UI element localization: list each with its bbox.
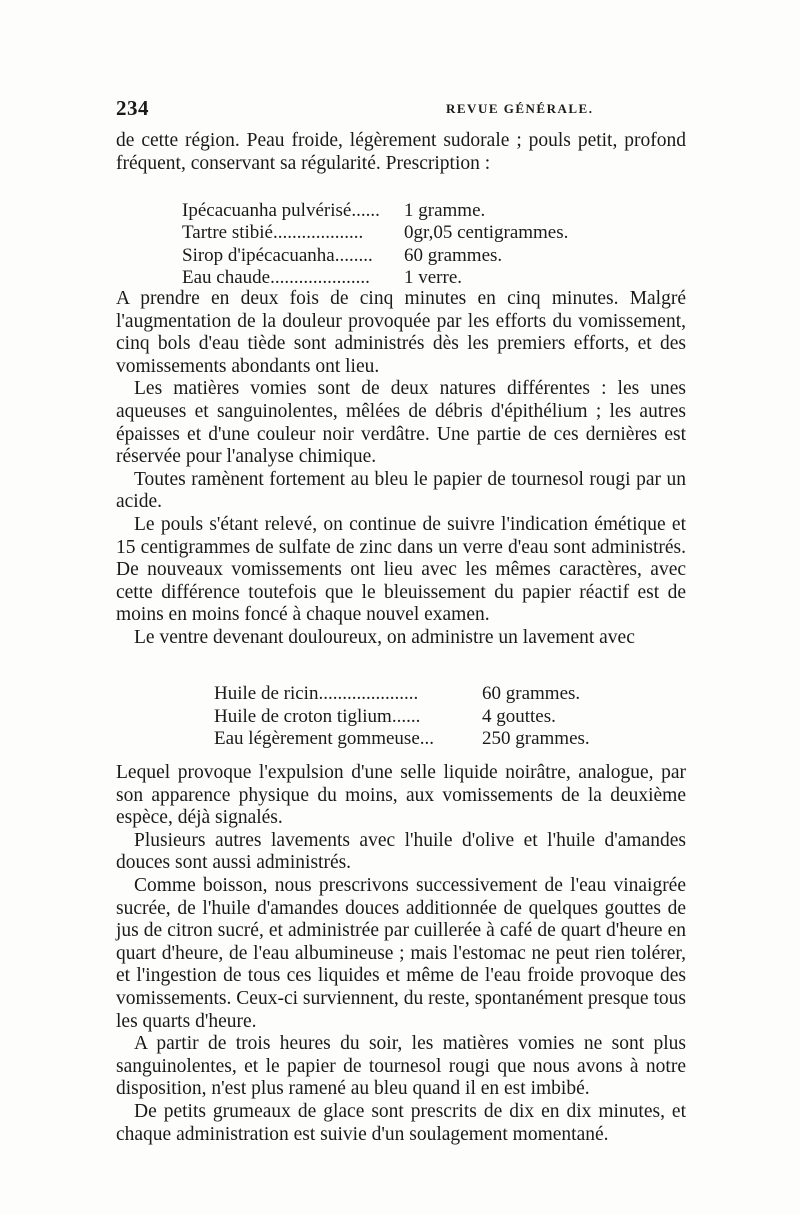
- enema-dose: 4 gouttes.: [482, 705, 556, 727]
- enema-item: Huile de croton tiglium......: [214, 705, 421, 727]
- enema-item: Huile de ricin.....................: [214, 683, 419, 704]
- paragraph: Toutes ramènent fortement au bleu le papier de tournesol rougi par un acide.: [116, 468, 686, 513]
- prescription-list: [182, 200, 644, 290]
- intro-paragraph-block: [116, 130, 686, 175]
- paragraph: Les matières vomies sont de deux natures différentes : les unes aqueuses et sanguinolentes, mêlées de débris d'épithélium ; les autres épaisses et d'une couleur noir verdâtre. Une partie de ces dernières est réservée pour l'analyse chimique.: [116, 378, 686, 468]
- prescription-item: Ipécacuanha pulvérisé......: [182, 200, 380, 221]
- enema-dose: 60 grammes.: [482, 683, 581, 704]
- enema-list: [214, 683, 632, 751]
- prescription-dose: 1 verre.: [404, 267, 463, 289]
- running-head: REVUE GÉNÉRALE.: [446, 101, 594, 116]
- page-header: [116, 96, 686, 122]
- prescription-row: [182, 245, 644, 267]
- prescription-item: Sirop d'ipécacuanha........: [182, 244, 373, 266]
- paragraph: Plusieurs autres lavements avec l'huile d'olive et l'huile d'amandes douces sont aussi administrés.: [116, 829, 686, 874]
- enema-row: [214, 728, 632, 751]
- enema-dose: 250 grammes.: [482, 728, 590, 750]
- prescription-dose: 1 gramme.: [404, 200, 486, 221]
- prescription-dose: 60 grammes.: [404, 244, 503, 266]
- middle-paragraph-block: [116, 288, 686, 650]
- prescription-item: Eau chaude.....................: [182, 267, 370, 289]
- paragraph: de cette région. Peau froide, légèrement sudorale ; pouls petit, profond fréquent, conservant sa régularité. Prescription :: [116, 130, 686, 174]
- prescription-dose: 0gr,05 centigrammes.: [404, 222, 569, 244]
- enema-row: [214, 706, 632, 729]
- paragraph: A partir de trois heures du soir, les matières vomies ne sont plus sanguinolentes, et le papier de tournesol rougi que nous avons à notre disposition, n'est plus ramené au bleu quand il en est imbibé.: [116, 1033, 686, 1100]
- page-number: 234: [116, 96, 149, 120]
- paragraph: Comme boisson, nous prescrivons successivement de l'eau vinaigrée sucrée, de l'huile d'amandes douces additionnée de quelques gouttes de jus de citron sucré, et administrée par cuillerée à café de quart d'heure en quart d'heure, de l'eau albumineuse ; mais l'estomac ne peut rien tolérer, et l'ingestion de tous ces liquides et même de l'eau froide provoque des vomissements. Ceux-ci surviennent, du reste, spontanément presque tous les quarts d'heure.: [116, 874, 686, 1032]
- paragraph: Lequel provoque l'expulsion d'une selle liquide noirâtre, analogue, par son apparence physique du moins, aux vomissements de la deuxième espèce, déjà signalés.: [116, 762, 686, 829]
- paragraph: De petits grumeaux de glace sont prescrits de dix en dix minutes, et chaque administration est suivie d'un soulagement momentané.: [116, 1100, 686, 1145]
- prescription-row: [182, 200, 644, 222]
- bottom-paragraph-block: [116, 762, 686, 1146]
- prescription-row: [182, 222, 644, 244]
- prescription-item: Tartre stibié...................: [182, 222, 364, 244]
- enema-item: Eau légèrement gommeuse...: [214, 728, 435, 750]
- paragraph: Le ventre devenant douloureux, on administre un lavement avec: [134, 626, 635, 648]
- paragraph: A prendre en deux fois de cinq minutes en cinq minutes. Malgré l'augmentation de la douleur provoquée par les efforts du vomissement, cinq bols d'eau tiède sont administrés dès les premiers efforts, et des vomissements abondants ont lieu.: [116, 288, 686, 377]
- enema-row: [214, 683, 632, 706]
- paragraph: Le pouls s'étant relevé, on continue de suivre l'indication émétique et 15 centigrammes de sulfate de zinc dans un verre d'eau sont administrés. De nouveaux vomissements ont lieu avec les mêmes caractères, avec cette différence toutefois que le bleuissement du papier réactif est de moins en moins foncé à chaque nouvel examen.: [116, 513, 686, 626]
- prescription-row: [182, 267, 644, 289]
